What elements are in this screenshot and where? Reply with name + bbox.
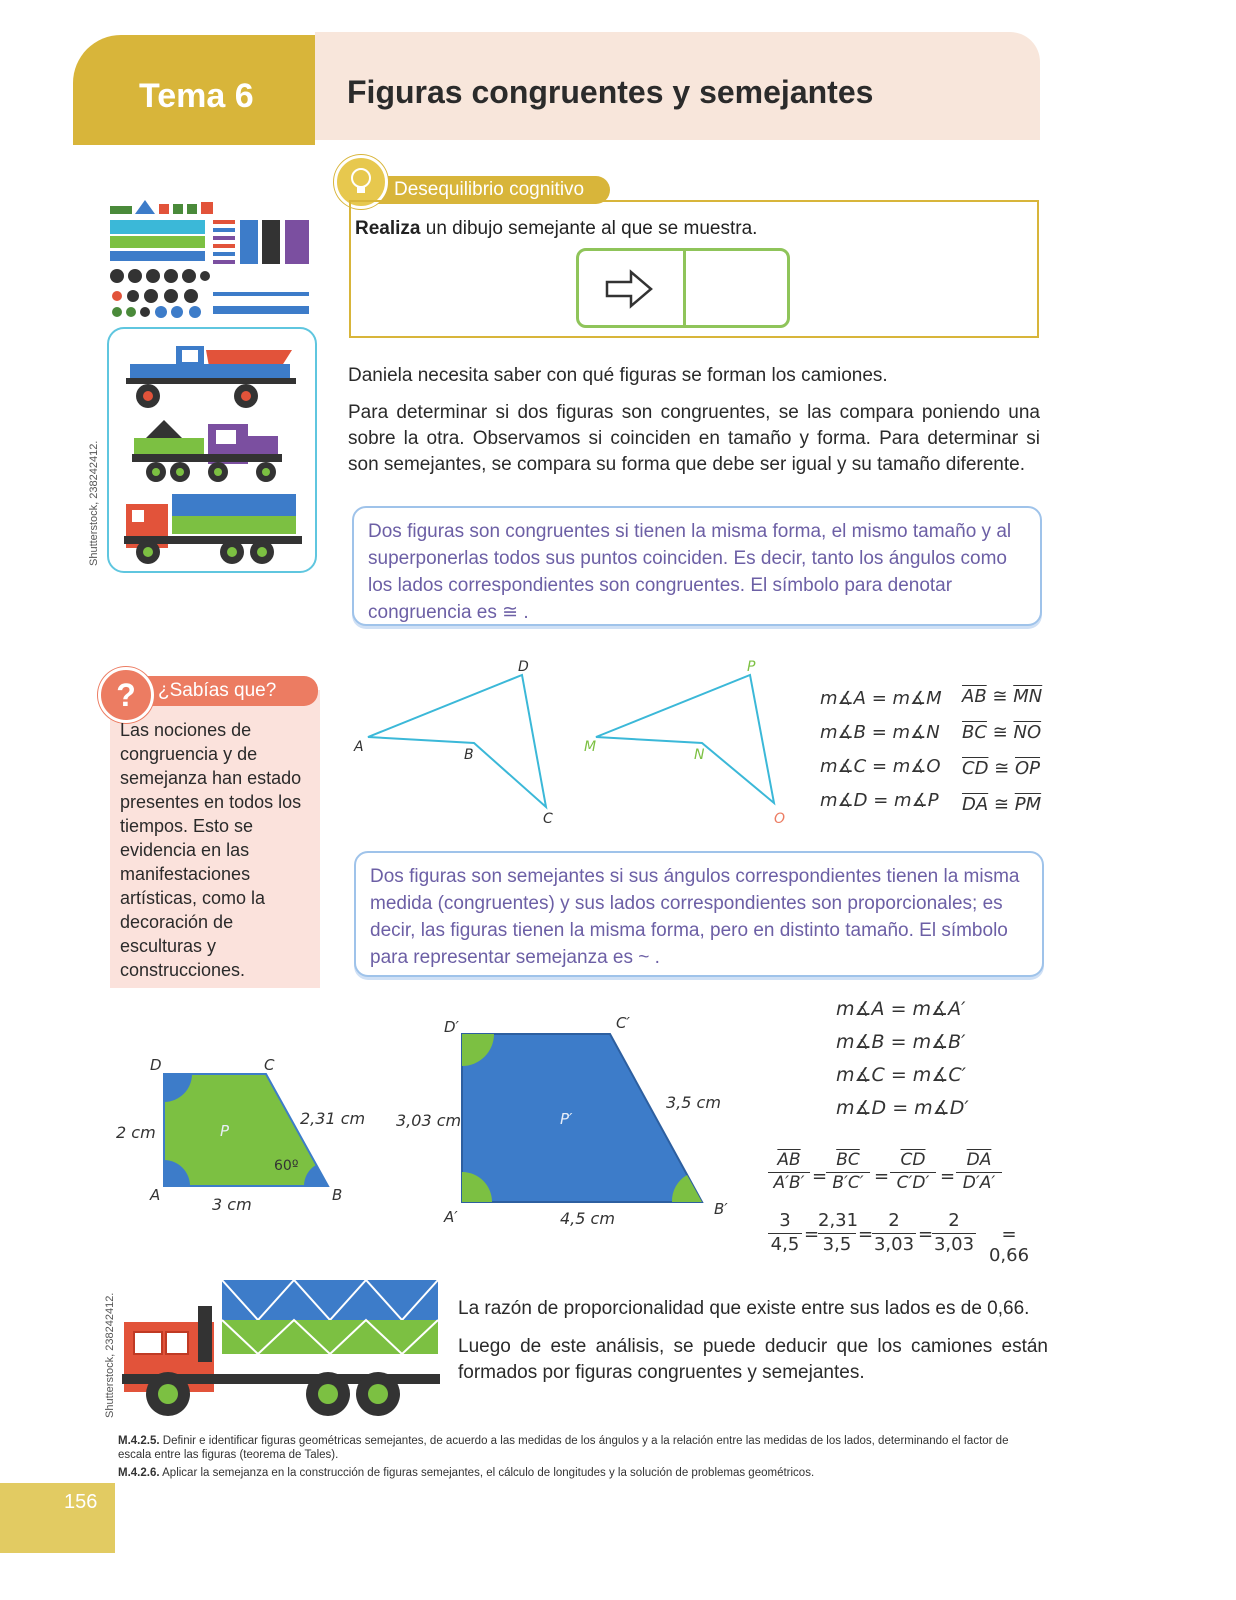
side-cong-3 bbox=[962, 758, 1040, 779]
did-you-know-text: Las nociones de congruencia y de semejanza han estado presentes en todos los tiempos. Esto se evidencia en las manifestaciones artísticas, como la decoración de esculturas y construcciones. bbox=[120, 720, 302, 980]
side-cong-1 bbox=[962, 686, 1042, 707]
equals-sign: = bbox=[918, 1224, 934, 1245]
circles-rows bbox=[110, 269, 309, 318]
ratio-2-den: B′C′ bbox=[832, 1173, 864, 1193]
label-o: O bbox=[774, 811, 786, 827]
instruction-text: un dibujo semejante al que se muestra. bbox=[420, 218, 758, 239]
intro-paragraph-2: Para determinar si dos figuras son congruentes, se las compara poniendo una sobre la otra. Observamos si coinciden en tamaño y forma. Para determinar si son semejantes, se compara su forma que debe ser igual y su tamaño diferente. bbox=[348, 402, 1040, 475]
ratio-3 bbox=[890, 1150, 936, 1193]
side-ab: $\overline{AB}$ bbox=[962, 686, 987, 707]
angle-eq-1: m∡A = m∡M bbox=[820, 688, 942, 709]
ratio-2-num: $\overline{BC}$ bbox=[836, 1150, 860, 1170]
label-p-small: P bbox=[220, 1122, 230, 1140]
topic-banner bbox=[73, 35, 315, 145]
congruent-figures bbox=[350, 655, 810, 830]
num-ratio-1 bbox=[768, 1210, 802, 1255]
standard-m426 bbox=[118, 1466, 1028, 1480]
ratio-1 bbox=[768, 1150, 810, 1193]
conclusion-paragraph-2: Luego de este análisis, se puede deducir que los camiones están formados por figuras congruentes y semejantes. bbox=[458, 1336, 1048, 1383]
label-a: A bbox=[354, 739, 364, 755]
side-da: $\overline{DA}$ bbox=[962, 794, 989, 815]
side-right-big: 3,5 cm bbox=[666, 1093, 721, 1112]
standard-code-1: M.4.2.5. bbox=[118, 1435, 160, 1447]
side-bc: $\overline{BC}$ bbox=[962, 722, 987, 743]
triangles-rows bbox=[110, 200, 213, 261]
angle-eq-4: m∡D = m∡P bbox=[820, 790, 939, 811]
ratio-2 bbox=[826, 1150, 870, 1193]
congruence-definition: Dos figuras son congruentes si tienen la misma forma, el mismo tamaño y al superponerlas todos sus puntos coinciden. Es decir, tanto los ángulos como los lados correspondientes son congruentes. El símbolo para denotar congruencia es ≅ . bbox=[368, 521, 1012, 623]
cognitive-tag-label: Desequilibrio cognitivo bbox=[394, 179, 585, 200]
congruence-symbol: ≅ bbox=[993, 794, 1010, 815]
side-op: $\overline{OP}$ bbox=[1015, 758, 1041, 779]
shapes-illustration bbox=[105, 196, 317, 320]
angle-label: 60º bbox=[274, 1158, 299, 1174]
side-left-small: 2 cm bbox=[116, 1123, 156, 1142]
sim-angle-eq-4: m∡D = m∡D′ bbox=[836, 1097, 969, 1119]
num-ratio-1-num: 3 bbox=[779, 1210, 791, 1231]
question-mark-icon: ? bbox=[98, 667, 154, 723]
num-ratio-2-den: 3,5 bbox=[822, 1234, 852, 1255]
num-ratio-3-num: 2 bbox=[888, 1210, 900, 1231]
num-ratio-4-num: 2 bbox=[948, 1210, 960, 1231]
right-arrow-icon bbox=[603, 269, 657, 309]
label-n: N bbox=[694, 747, 705, 763]
cognitive-instruction bbox=[355, 218, 757, 240]
did-you-know-label: ¿Sabías que? bbox=[158, 680, 277, 701]
equals-sign: = bbox=[940, 1166, 956, 1187]
equals-sign: = bbox=[858, 1224, 874, 1245]
equals-sign: = bbox=[874, 1166, 890, 1187]
quadrilateral-abcd bbox=[368, 675, 546, 807]
similarity-definition-box bbox=[354, 851, 1044, 977]
num-ratio-4 bbox=[932, 1210, 976, 1255]
page-number-tab bbox=[0, 1483, 115, 1553]
image-credit: Shutterstock, 238242412. bbox=[88, 440, 100, 566]
label-p-prime: P′ bbox=[560, 1110, 573, 1128]
congruence-symbol: ≅ bbox=[994, 758, 1010, 779]
side-no: $\overline{NO}$ bbox=[1013, 722, 1042, 743]
ratio-result: = 0,66 bbox=[988, 1224, 1030, 1266]
bars-block bbox=[213, 220, 309, 264]
trapezoid-p bbox=[164, 1074, 328, 1186]
congruence-definition-box bbox=[352, 506, 1042, 626]
side-cong-4 bbox=[962, 794, 1041, 815]
angle-eq-2: m∡B = m∡N bbox=[820, 722, 940, 743]
bottom-truck-illustration bbox=[120, 1278, 442, 1420]
equals-sign: = bbox=[812, 1166, 828, 1187]
topic-number: Tema 6 bbox=[139, 77, 254, 115]
image-credit-2: Shutterstock, 238242412. bbox=[104, 1292, 116, 1418]
side-bottom-big: 4,5 cm bbox=[560, 1209, 615, 1228]
label-p: P bbox=[747, 659, 756, 675]
title-banner bbox=[315, 32, 1040, 140]
label-c-small: C bbox=[264, 1056, 275, 1074]
ratio-3-num: $\overline{CD}$ bbox=[900, 1150, 926, 1170]
label-b-small: B bbox=[332, 1186, 343, 1204]
side-cong-2 bbox=[962, 722, 1041, 743]
conclusion-paragraph-1: La razón de proporcionalidad que existe entre sus lados es de 0,66. bbox=[458, 1298, 1030, 1319]
side-right-small: 2,31 cm bbox=[300, 1109, 366, 1128]
label-m: M bbox=[584, 739, 597, 755]
side-mn: $\overline{MN}$ bbox=[1013, 686, 1043, 707]
label-c-prime: C′ bbox=[616, 1014, 630, 1032]
num-ratio-3-den: 3,03 bbox=[873, 1234, 915, 1255]
congruence-symbol: ≅ bbox=[992, 686, 1008, 707]
ratio-row-numeric bbox=[768, 1210, 1038, 1266]
label-a-small: A bbox=[150, 1186, 161, 1204]
ratio-4 bbox=[956, 1150, 1002, 1193]
ratio-4-num: $\overline{DA}$ bbox=[966, 1150, 992, 1170]
standard-text-1: Definir e identificar figuras geométricas semejantes, de acuerdo a las medidas de los ángulos y a la relación entre las medidas de los lados, determinando el factor de escala entre las figuras (teorema de Tales). bbox=[118, 1435, 1009, 1461]
standard-code-2: M.4.2.6. bbox=[118, 1467, 160, 1479]
num-ratio-2-num: 2,31 bbox=[818, 1210, 859, 1231]
arrow-drawing-grid bbox=[576, 248, 790, 328]
ratio-3-den: C′D′ bbox=[896, 1173, 930, 1193]
side-cd: $\overline{CD}$ bbox=[962, 758, 989, 779]
instruction-verb: Realiza bbox=[355, 218, 421, 239]
label-d-prime: D′ bbox=[444, 1018, 459, 1036]
page-number: 156 bbox=[64, 1491, 98, 1513]
congruence-symbol: ≅ bbox=[992, 722, 1008, 743]
ratio-row-symbolic bbox=[768, 1150, 1008, 1206]
standard-text-2: Aplicar la semejanza en la construcción de figuras semejantes, el cálculo de longitudes y la solución de problemas geométricos. bbox=[159, 1467, 815, 1479]
ratio-1-num: $\overline{AB}$ bbox=[777, 1150, 801, 1170]
label-c: C bbox=[543, 811, 553, 827]
similarity-definition: Dos figuras son semejantes si sus ángulos correspondientes tienen la misma medida (congruentes) y sus lados correspondientes son proporcionales; es decir, las figuras tienen la misma forma, pero en distinto tamaño. El símbolo para representar semejanza es ~ . bbox=[370, 866, 1020, 968]
quadrilateral-mnop bbox=[596, 675, 774, 803]
label-d: D bbox=[518, 659, 529, 675]
num-ratio-2 bbox=[818, 1210, 859, 1255]
intro-paragraph-1: Daniela necesita saber con qué figuras se forman los camiones. bbox=[348, 365, 888, 386]
side-bottom-small: 3 cm bbox=[212, 1195, 252, 1214]
page-title: Figuras congruentes y semejantes bbox=[347, 74, 874, 110]
trucks-illustration bbox=[106, 326, 318, 576]
label-d-small: D bbox=[150, 1056, 162, 1074]
num-ratio-3 bbox=[872, 1210, 916, 1255]
trapezoid-p-prime bbox=[462, 1034, 702, 1202]
similar-figures bbox=[110, 1010, 760, 1235]
ratio-1-den: A′B′ bbox=[773, 1173, 805, 1193]
sim-angle-eq-3: m∡C = m∡C′ bbox=[836, 1064, 966, 1086]
equals-sign: = bbox=[804, 1224, 820, 1245]
angle-eq-3: m∡C = m∡O bbox=[820, 756, 941, 777]
side-left-big: 3,03 cm bbox=[396, 1111, 462, 1130]
side-pm: $\overline{PM}$ bbox=[1014, 794, 1042, 815]
sim-angle-eq-1: m∡A = m∡A′ bbox=[836, 998, 966, 1020]
standard-m425 bbox=[118, 1434, 1028, 1462]
ratio-4-den: D′A′ bbox=[962, 1173, 996, 1193]
num-ratio-4-den: 3,03 bbox=[933, 1234, 975, 1255]
label-a-prime: A′ bbox=[444, 1208, 458, 1226]
num-ratio-1-den: 4,5 bbox=[770, 1234, 800, 1255]
label-b: B bbox=[464, 747, 474, 763]
label-b-prime: B′ bbox=[714, 1200, 728, 1218]
truck-cargo bbox=[222, 1280, 438, 1354]
sim-angle-eq-2: m∡B = m∡B′ bbox=[836, 1031, 966, 1053]
